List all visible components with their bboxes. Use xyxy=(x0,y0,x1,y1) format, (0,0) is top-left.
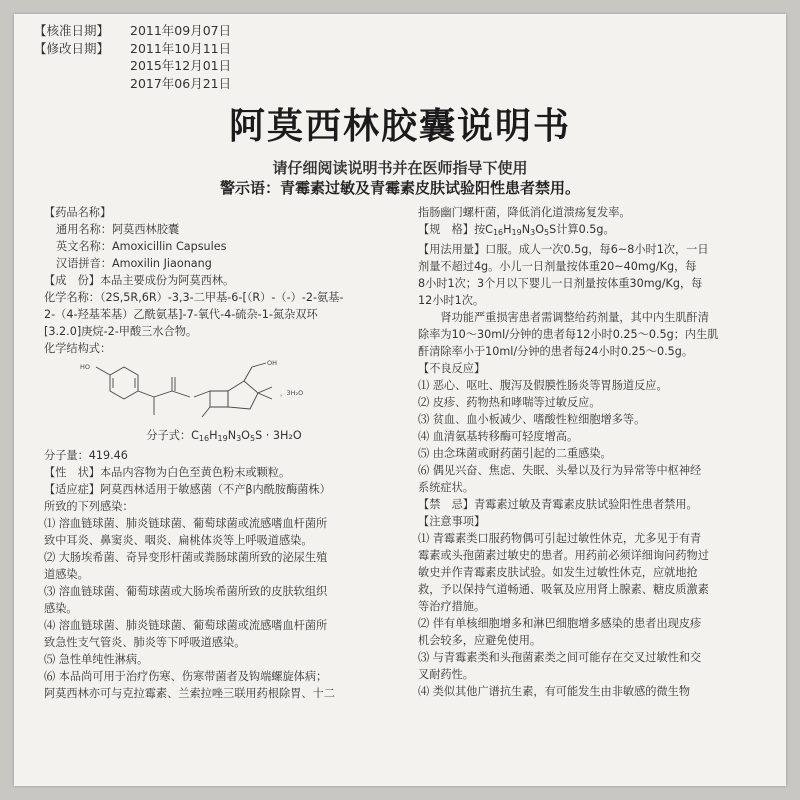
chemical-name-line: 化学名称：（2S,5R,6R）-3,3-二甲基-6-[（R）-（-）-2-氨基- xyxy=(44,291,344,304)
left-column xyxy=(44,204,404,702)
structure-water-label: ，3H₂O xyxy=(280,389,304,397)
chemical-name-line: 2-（4-羟基苯基）乙酰氨基]-7-氧代-4-硫杂-1-氮杂双环 xyxy=(44,308,318,321)
indication-item: ⑹ 本品尚可用于治疗伤寒、伤寒带菌者及钩端螺旋体病； xyxy=(44,670,328,683)
indication-line: 所致的下列感染： xyxy=(44,500,134,513)
indication-item: 致中耳炎、鼻窦炎、咽炎、扁桃体炎等上呼吸道感染。 xyxy=(44,534,313,547)
caution-line: ⑵ 伴有单核细胞增多和淋巴细胞增多感染的患者出现皮疹 xyxy=(418,617,702,630)
chemical-name-line: [3.2.0]庚烷-2-甲酸三水合物。 xyxy=(44,325,198,338)
date-label: 【核准日期】 xyxy=(34,23,110,38)
continuation-line: 指肠幽门螺杆菌，降低消化道溃疡复发率。 xyxy=(418,206,631,219)
leaflet-page xyxy=(14,14,786,786)
date-value: 2015年12月01日 xyxy=(130,58,232,73)
adverse-item: 系统症状。 xyxy=(418,481,474,494)
appearance: 【性 状】本品内容物为白色至黄色粉末或颗粒。 xyxy=(44,466,291,479)
renal-line: 酐清除率小于10ml/分钟的患者每24小时0.25～0.5g。 xyxy=(418,345,694,358)
structure-atom-label: OH xyxy=(267,359,278,367)
adverse-item: ⑵ 皮疹、药物热和哮喘等过敏反应。 xyxy=(418,396,601,409)
structure-svg xyxy=(44,357,404,427)
date-row xyxy=(34,22,231,40)
caution-line: 机会较多，应避免使用。 xyxy=(418,634,542,647)
english-name: 英文名称：Amoxicillin Capsules xyxy=(56,240,227,253)
adverse-item: ⑹ 偶见兴奋、焦虑、失眠、头晕以及行为异常等中枢神经 xyxy=(418,464,702,477)
date-value: 2011年09月07日 xyxy=(130,23,232,38)
pinyin-name: 汉语拼音：Amoxilin Jiaonang xyxy=(56,257,212,270)
molecular-formula: 分子式：$C_{16}H_{19}N_3O_5S \cdot 3H_2O$ xyxy=(146,429,302,443)
ingredients: 【成 份】本品主要成份为阿莫西林。 xyxy=(44,274,235,287)
indication-item: ⑷ 溶血链球菌、肺炎链球菌、葡萄球菌或流感嗜血杆菌所 xyxy=(44,619,328,632)
structure-label: 化学结构式： xyxy=(44,342,112,355)
molecular-weight: 分子量：419.46 xyxy=(44,449,128,462)
renal-line: 肾功能严重损害患者需调整给药剂量，其中内生肌酐清 xyxy=(418,311,709,324)
renal-line: 除率为10～30ml/分钟的患者每12小时0.25～0.5g；内生肌 xyxy=(418,328,719,341)
caution-line: 等治疗措施。 xyxy=(418,600,486,613)
indication-item: 致急性支气管炎、肺炎等下呼吸道感染。 xyxy=(44,636,246,649)
indication-item: 阿莫西林亦可与克拉霉素、兰索拉唑三联用药根除胃、十二 xyxy=(44,687,335,700)
adverse-item: ⑶ 贫血、血小板减少、嗜酸性粒细胞增多等。 xyxy=(418,413,646,426)
right-column xyxy=(418,204,778,700)
structure-atom-label: HO xyxy=(80,363,91,371)
warning-line: 警示语：青霉素过敏及青霉素皮肤试验阳性患者禁用。 xyxy=(219,179,580,197)
date-row xyxy=(34,75,231,93)
indication-item: ⑶ 溶血链球菌、葡萄球菌或大肠埃希菌所致的皮肤软组织 xyxy=(44,585,328,598)
date-value: 2011年10月11日 xyxy=(130,40,232,56)
section-header: 【药品名称】 xyxy=(44,206,112,219)
date-value: 2017年06月21日 xyxy=(130,75,232,91)
section-header: 【注意事项】 xyxy=(418,515,486,528)
section-header: 【不良反应】 xyxy=(418,362,486,375)
indication-item: ⑴ 溶血链球菌、肺炎链球菌、葡萄球菌或流感嗜血杆菌所 xyxy=(44,517,328,530)
chemical-structure-diagram xyxy=(44,357,404,427)
specification: 【规 格】按$C_{16}H_{19}N_3O_5S$计算0.5g。 xyxy=(418,223,615,237)
date-label: 【修改日期】 xyxy=(34,40,110,56)
usage-line: 12小时1次。 xyxy=(418,294,485,307)
indication-item: ⑸ 急性单纯性淋病。 xyxy=(44,653,149,666)
indication-item: 感染。 xyxy=(44,602,78,615)
adverse-item: ⑴ 恶心、呕吐、腹泻及假膜性肠炎等胃肠道反应。 xyxy=(418,379,668,392)
indication-item: ⑵ 大肠埃希菌、奇异变形杆菌或粪肠球菌所致的泌尿生殖 xyxy=(44,551,328,564)
caution-line: 敏史并作青霉素皮肤试验。如发生过敏性休克，应就地抢 xyxy=(418,566,698,579)
usage-line: 剂量不超过4g。小儿一日剂量按体重20~40mg/Kg，每 xyxy=(418,260,697,273)
date-row xyxy=(34,57,231,75)
adverse-item: ⑸ 由念珠菌或耐药菌引起的二重感染。 xyxy=(418,447,612,460)
adverse-item: ⑷ 血清氨基转移酶可轻度增高。 xyxy=(418,430,579,443)
caution-line: 叉耐药性。 xyxy=(418,668,474,681)
indication-item: 道感染。 xyxy=(44,568,89,581)
caution-line: 救，予以保持气道畅通、吸氧及应用肾上腺素、糖皮质激素 xyxy=(418,583,709,596)
document-title: 阿莫西林胶囊说明书 xyxy=(228,106,571,147)
caution-line: ⑶ 与青霉素类和头孢菌素类之间可能存在交叉过敏性和交 xyxy=(418,651,702,664)
caution-line: ⑴ 青霉素类口服药物偶可引起过敏性休克，尤多见于有青 xyxy=(418,532,702,545)
date-row xyxy=(34,40,231,58)
subtitle: 请仔细阅读说明书并在医师指导下使用 xyxy=(272,159,528,177)
indication-line: 【适应症】阿莫西林适用于敏感菌（不产β内酰胺酶菌株） xyxy=(44,483,331,496)
usage-line: 8小时1次；3个月以下婴儿一日剂量按体重30mg/Kg，每 xyxy=(418,277,703,290)
approval-dates xyxy=(34,22,231,92)
caution-line: 霉素或头孢菌素过敏史的患者。用药前必须详细询问药物过 xyxy=(418,549,709,562)
contraindication: 【禁 忌】青霉素过敏及青霉素皮肤试验阳性患者禁用。 xyxy=(418,498,698,511)
generic-name: 通用名称：阿莫西林胶囊 xyxy=(56,223,180,236)
caution-line: ⑷ 类似其他广谱抗生素，有可能发生由非敏感的微生物 xyxy=(418,685,691,698)
usage-line: 【用法用量】口服。成人一次0.5g，每6~8小时1次，一日 xyxy=(418,243,709,256)
